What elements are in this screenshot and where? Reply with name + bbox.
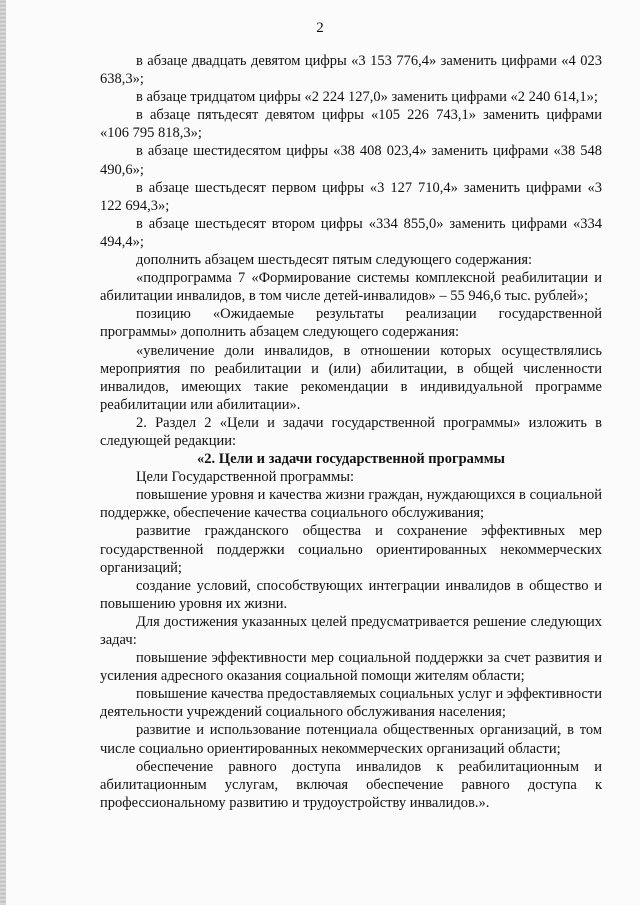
paragraph-1: в абзаце двадцать девятом цифры «3 153 776,4» заменить цифрами «4 023 638,3»; [100,53,602,88]
paragraph-17: Для достижения указанных целей предусматривается решение следующих задач: [100,613,602,648]
paragraph-16: создание условий, способствующих интеграции инвалидов в общество и повышению уровня их жизни. [100,577,602,612]
document-body [100,52,602,812]
paragraph-10: «увеличение доли инвалидов, в отношении которых осуществлялись мероприятия по реабилитации и (или) абилитации, в общей численности инвалидов, имеющих такие рекомендации в индивидуальной программе реабилитации или абилитации». [100,342,602,413]
paragraph-19: повышение качества предоставляемых социальных услуг и эффективности деятельности учреждений социального обслуживания населения; [100,686,602,721]
paragraph-3: в абзаце пятьдесят девятом цифры «105 226 743,1» заменить цифрами «106 795 818,3»; [100,107,602,142]
paragraph-18: повышение эффективности мер социальной поддержки за счет развития и усиления адресного оказания социальной помощи жителям области; [100,650,602,685]
paragraph-9: позицию «Ожидаемые результаты реализации государственной программы» дополнить абзацем следующего содержания: [100,306,602,341]
paragraph-7: дополнить абзацем шестьдесят пятым следующего содержания: [136,252,533,269]
paragraph-6: в абзаце шестьдесят втором цифры «334 855,0» заменить цифрами «334 494,4»; [100,215,602,250]
paragraph-2: в абзаце тридцатом цифры «2 224 127,0» заменить цифрами «2 240 614,1»; [136,89,598,106]
paragraph-8: «подпрограмма 7 «Формирование системы комплексной реабилитации и абилитации инвалидов, в том числе детей-инвалидов» – 55 946,6 тыс. рублей»; [100,270,602,305]
paragraph-20: развитие и использование потенциала общественных организаций, в том числе социально ориентированных некоммерческих организаций области; [100,722,602,757]
page-number: 2 [316,20,324,36]
paragraph-13: Цели Государственной программы: [136,469,355,486]
scan-edge [0,0,6,905]
paragraph-11: 2. Раздел 2 «Цели и задачи государственной программы» изложить в следующей редакции: [100,414,602,449]
paragraph-15: развитие гражданского общества и сохранение эффективных мер государственной поддержки социально ориентированных некоммерческих организаций; [100,523,602,576]
section-heading: «2. Цели и задачи государственной программы [197,451,505,468]
paragraph-4: в абзаце шестидесятом цифры «38 408 023,4» заменить цифрами «38 548 490,6»; [100,143,602,178]
paragraph-14: повышение уровня и качества жизни граждан, нуждающихся в социальной поддержке, обеспечение качества социального обслуживания; [100,487,602,522]
paragraph-21: обеспечение равного доступа инвалидов к реабилитационным и абилитационным услугам, включая обеспечение равного доступа к профессиональному развитию и трудоустройству инвалидов.». [100,758,602,811]
paragraph-5: в абзаце шестьдесят первом цифры «3 127 710,4» заменить цифрами «3 122 694,3»; [100,179,602,214]
